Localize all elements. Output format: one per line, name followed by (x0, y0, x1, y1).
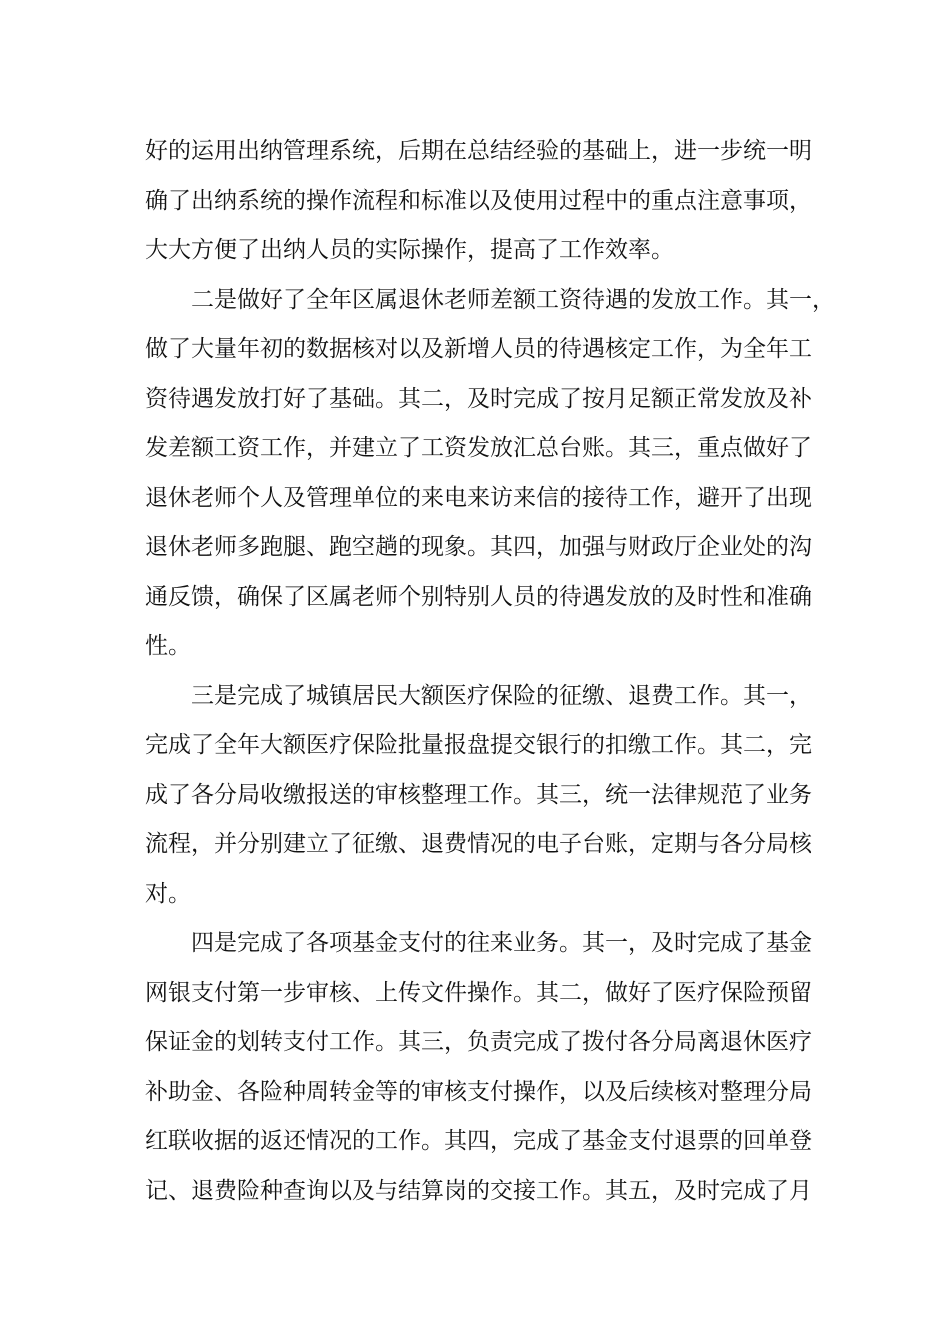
text-line: 红联收据的返还情况的工作。其四，完成了基金支付退票的回单登 (145, 1128, 812, 1154)
text-line: 做了大量年初的数据核对以及新增人员的待遇核定工作，为全年工 (145, 336, 812, 362)
text-line: 退休老师多跑腿、跑空趟的现象。其四，加强与财政厅企业处的沟 (145, 534, 812, 560)
paragraph (145, 919, 810, 1216)
paragraph (145, 127, 810, 276)
text-line: 二是做好了全年区属退休老师差额工资待遇的发放工作。其一， (191, 286, 835, 313)
text-line: 记、退费险种查询以及与结算岗的交接工作。其五，及时完成了月 (145, 1177, 812, 1204)
text-line: 性。 (145, 633, 191, 659)
paragraph (145, 276, 835, 672)
text-line: 网银支付第一步审核、上传文件操作。其二，做好了医疗保险预留 (145, 979, 812, 1006)
text-line: 好的运用出纳管理系统，后期在总结经验的基础上，进一步统一明 (145, 138, 812, 164)
text-line: 大大方便了出纳人员的实际操作，提高了工作效率。 (145, 237, 674, 263)
text-line: 完成了全年大额医疗保险批量报盘提交银行的扣缴工作。其二，完 (145, 732, 812, 758)
text-line: 资待遇发放打好了基础。其二，及时完成了按月足额正常发放及补 (145, 385, 812, 412)
text-line: 三是完成了城镇居民大额医疗保险的征缴、退费工作。其一， (191, 682, 812, 709)
text-line: 对。 (145, 880, 191, 907)
text-line: 成了各分局收缴报送的审核整理工作。其三，统一法律规范了业务 (145, 781, 812, 808)
text-line: 补助金、各险种周转金等的审核支付操作，以及后续核对整理分局 (145, 1078, 812, 1105)
text-line: 发差额工资工作，并建立了工资发放汇总台账。其三，重点做好了 (145, 435, 812, 461)
text-line: 退休老师个人及管理单位的来电来访来信的接待工作，避开了出现 (145, 484, 812, 511)
text-line: 确了出纳系统的操作流程和标准以及使用过程中的重点注意事项， (145, 187, 812, 214)
text-line: 流程，并分别建立了征缴、退费情况的电子台账，定期与各分局核 (145, 831, 812, 857)
text-line: 保证金的划转支付工作。其三，负责完成了拨付各分局离退休医疗 (145, 1029, 812, 1055)
paragraph (145, 672, 810, 920)
text-line: 四是完成了各项基金支付的往来业务。其一，及时完成了基金 (191, 930, 812, 956)
text-line: 通反馈，确保了区属老师个别特别人员的待遇发放的及时性和准确 (145, 583, 812, 610)
document-body (145, 127, 835, 1216)
